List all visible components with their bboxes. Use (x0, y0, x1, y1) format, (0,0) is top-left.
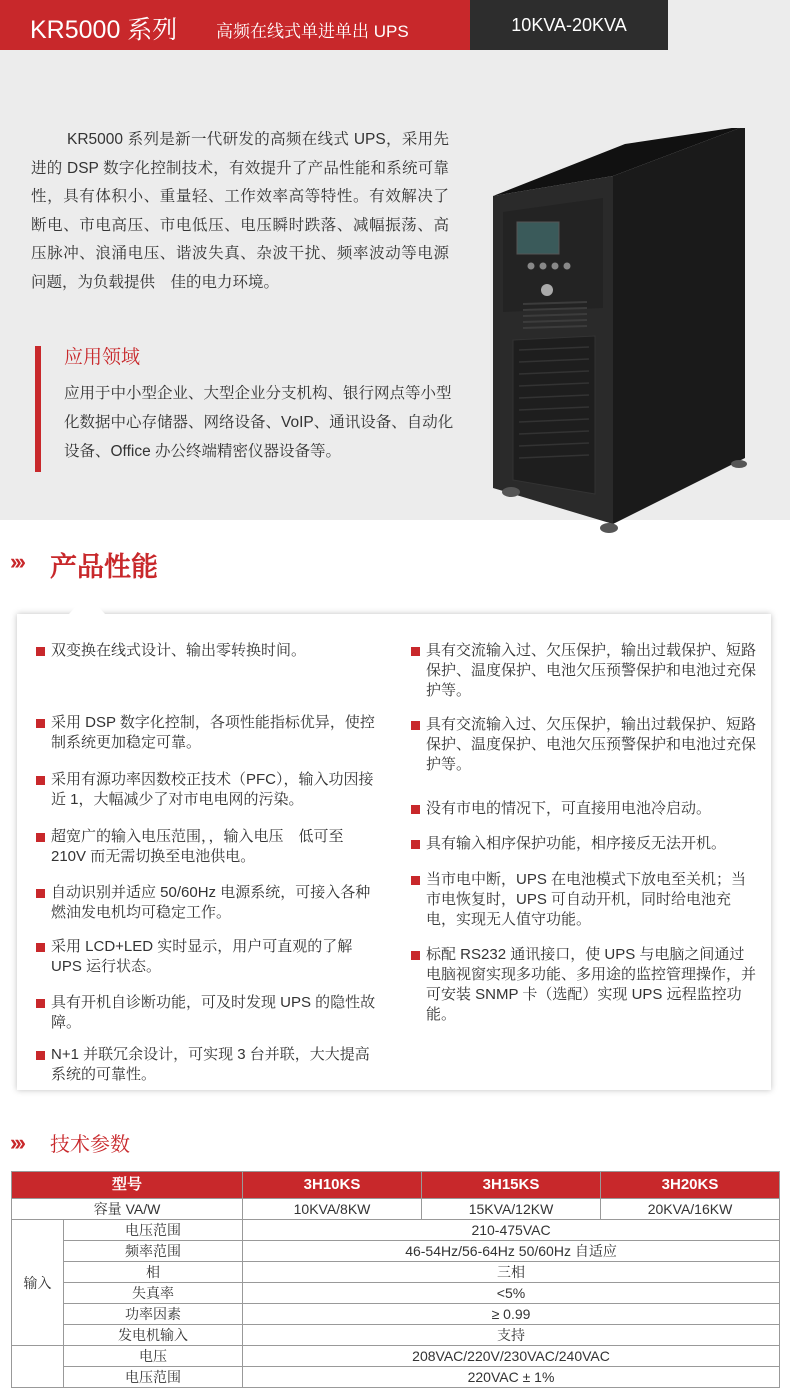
table-row (12, 1367, 780, 1388)
application-text: 应用于中小型企业、大型企业分支机构、银行网点等小型化数据中心存储器、网络设备、VoIP、通讯设备、自动化设备、Office 办公终端精密仪器设备等。 (64, 385, 454, 460)
row-value: 210-475VAC (243, 1220, 780, 1241)
row-value: 支持 (243, 1325, 780, 1346)
feature-item: 具有交流输入过、欠压保护，输出过载保护、短路保护、温度保护、电池欠压预警保护和电池过充保护等。 (411, 641, 757, 701)
feature-item: 具有开机自诊断功能，可及时发现 UPS 的隐性故障。 (36, 993, 382, 1033)
capacity-cell: 15KVA/12KW (422, 1199, 601, 1220)
row-label: 发电机输入 (64, 1325, 243, 1346)
row-value: 220VAC ± 1% (243, 1367, 780, 1388)
input-group-label: 输入 (12, 1220, 64, 1346)
row-label: 功率因素 (64, 1304, 243, 1325)
header-bar (0, 0, 790, 50)
row-value: <5% (243, 1283, 780, 1304)
feature-item: 采用 LCD+LED 实时显示，用户可直观的了解 UPS 运行状态。 (36, 937, 382, 977)
power-range-block (470, 0, 668, 50)
row-label: 电压范围 (64, 1367, 243, 1388)
performance-title: 产品性能 (50, 552, 158, 582)
row-value: 208VAC/220V/230VAC/240VAC (243, 1346, 780, 1367)
feature-item: 标配 RS232 通讯接口，使 UPS 与电脑之间通过电脑视窗实现多功能、多用途的监控管理操作，并可安装 SNMP 卡（选配）实现 UPS 远程监控功能。 (411, 945, 757, 1025)
output-group-cell (12, 1346, 64, 1388)
feature-item: 采用 DSP 数字化控制，各项性能指标优异，使控制系统更加稳定可靠。 (36, 713, 382, 753)
model-cell: 3H15KS (422, 1172, 601, 1199)
feature-item: 超宽广的输入电压范围，，输入电压 低可至 210V 而无需切换至电池供电。 (36, 827, 382, 867)
series-subtitle: 高频在线式单进单出 UPS (216, 22, 409, 41)
table-row (12, 1262, 780, 1283)
capacity-label: 容量 VA/W (12, 1199, 243, 1220)
row-label: 失真率 (64, 1283, 243, 1304)
feature-item: 双变换在线式设计、输出零转换时间。 (36, 641, 306, 661)
row-value: 46-54Hz/56-64Hz 50/60Hz 自适应 (243, 1241, 780, 1262)
power-range: 10KVA-20KVA (511, 15, 627, 35)
capacity-cell: 10KVA/8KW (243, 1199, 422, 1220)
application-title: 应用领域 (64, 347, 141, 368)
product-description: KR5000 系列是新一代研发的高频在线式 UPS，采用先进的 DSP 数字化控制技术，有效提升了产品性能和系统可靠性，具有体积小、重量轻、工作效率高等特性。有效解决了断电、市电高压、市电低压、电压瞬时跌落、减幅振荡、高压脉冲、浪涌电压、谐波失真、杂波干扰、频率波动等电源问题，为负载提供 佳的电力环境。 (31, 131, 449, 291)
spec-table (11, 1171, 780, 1388)
table-row (12, 1241, 780, 1262)
model-cell: 3H10KS (243, 1172, 422, 1199)
ups-cabinet-image (485, 128, 755, 540)
table-row (12, 1220, 780, 1241)
row-label: 频率范围 (64, 1241, 243, 1262)
table-row (12, 1199, 780, 1220)
table-header-row (12, 1172, 780, 1199)
row-label: 电压 (64, 1346, 243, 1367)
feature-item: N+1 并联冗余设计，可实现 3 台并联，大大提高系统的可靠性。 (36, 1045, 382, 1085)
row-label: 相 (64, 1262, 243, 1283)
table-row (12, 1283, 780, 1304)
panel-notch (69, 594, 105, 614)
row-value: ≥ 0.99 (243, 1304, 780, 1325)
table-row (12, 1325, 780, 1346)
table-row (12, 1346, 780, 1367)
performance-chevrons-icon: ››› (10, 549, 23, 574)
performance-panel (17, 614, 771, 1090)
feature-item: 当市电中断，UPS 在电池模式下放电至关机；当市电恢复时，UPS 可自动开机，同时给电池充电，实现无人值守功能。 (411, 870, 757, 930)
model-cell: 3H20KS (601, 1172, 780, 1199)
tech-title: 技术参数 (50, 1134, 130, 1156)
feature-item: 没有市电的情况下，可直接用电池冷启动。 (411, 799, 711, 819)
feature-item: 具有交流输入过、欠压保护，输出过载保护、短路保护、温度保护、电池欠压预警保护和电池过充保护等。 (411, 715, 757, 775)
model-header: 型号 (12, 1172, 243, 1199)
series-title: KR5000 系列 (30, 16, 178, 44)
table-row (12, 1304, 780, 1325)
row-value: 三相 (243, 1262, 780, 1283)
intro-section (0, 50, 790, 520)
application-accent-bar (35, 346, 41, 472)
feature-item: 采用有源功率因数校正技术（PFC），输入功因接近 1，大幅减少了对市电电网的污染。 (36, 770, 382, 810)
feature-item: 具有输入相序保护功能，相序接反无法开机。 (411, 834, 726, 854)
feature-item: 自动识别并适应 50/60Hz 电源系统，可接入各种燃油发电机均可稳定工作。 (36, 883, 382, 923)
header-title-block (0, 0, 470, 50)
row-label: 电压范围 (64, 1220, 243, 1241)
tech-chevrons-icon: ››› (10, 1130, 23, 1155)
capacity-cell: 20KVA/16KW (601, 1199, 780, 1220)
